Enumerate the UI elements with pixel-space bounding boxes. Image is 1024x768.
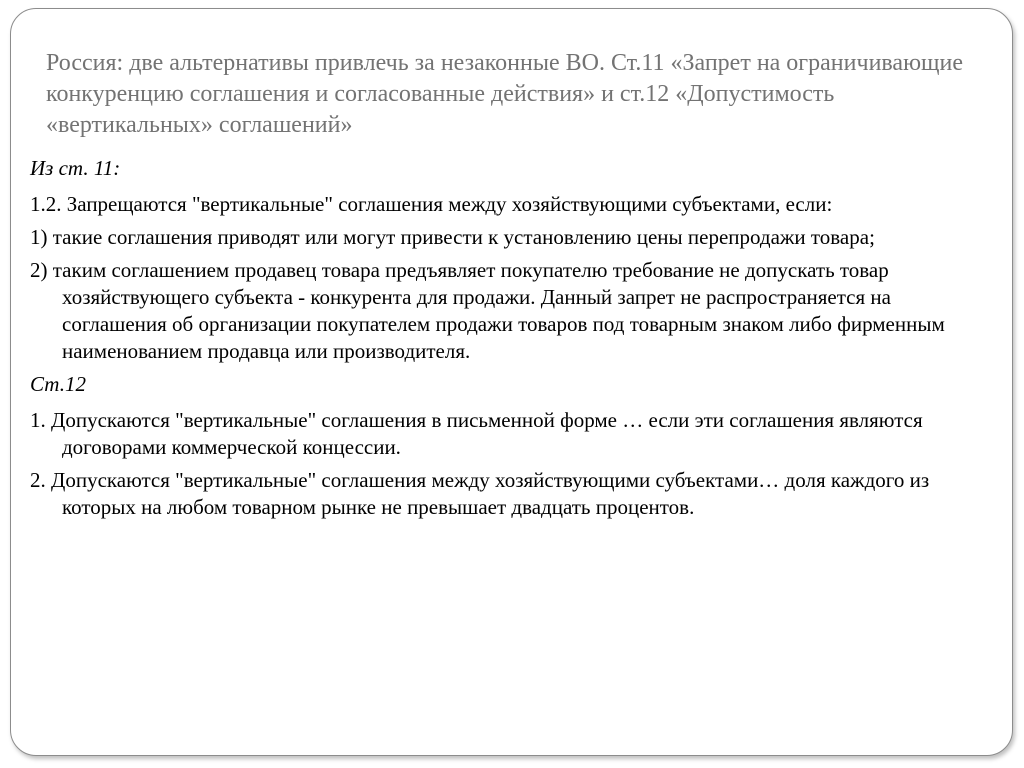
slide-body [30, 155, 990, 527]
article-12-clause-2: 2. Допускаются "вертикальные" соглашения между хозяйствующими субъектами… доля каждого из которых на любом товарном рынке не превышает двадцать процентов. [30, 468, 930, 519]
article-11-item-2: 2) таким соглашением продавец товара предъявляет покупателю требование не допускать товар хозяйствующего субъекта - конкурента для продажи. Данный запрет не распространяется на соглашения об организации покупателем продажи товаров под товарным знаком либо фирменным наименованием продавца или производителя. [30, 258, 945, 363]
article-12-heading: Ст.12 [30, 372, 86, 396]
article-12-clause-1: 1. Допускаются "вертикальные" соглашения в письменной форме … если эти соглашения являются договорами коммерческой концессии. [30, 408, 923, 459]
article-11-heading: Из ст. 11: [30, 156, 121, 180]
article-11-clause-1-2: 1.2. Запрещаются "вертикальные" соглашения между хозяйствующими субъектами, если: [30, 192, 833, 216]
article-11-item-1: 1) такие соглашения приводят или могут привести к установлению цены перепродажи товара; [30, 225, 875, 249]
slide-title: Россия: две альтернативы привлечь за незаконные ВО. Ст.11 «Запрет на ограничивающие конкуренцию соглашения и согласованные действия» и ст.12 «Допустимость «вертикальных» соглашений» [46, 50, 963, 138]
